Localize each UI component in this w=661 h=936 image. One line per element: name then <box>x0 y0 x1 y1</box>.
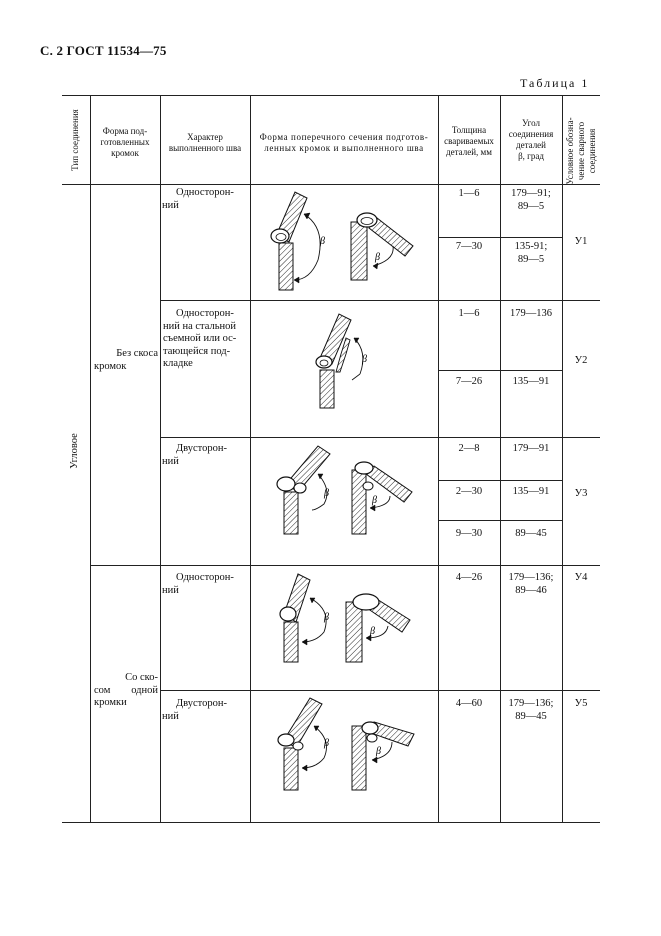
code-u2: У2 <box>574 355 588 366</box>
page-header: С. 2 ГОСТ 11534—75 <box>40 43 167 58</box>
thickness-u4: 4—26 <box>455 572 483 583</box>
section-drawing-u4-left <box>270 570 344 665</box>
code-u1: У1 <box>574 236 588 247</box>
col-header-angle: Угол соединения деталей β, град <box>508 118 554 161</box>
thickness-u3-a: 2—8 <box>458 443 480 454</box>
angle-u5: 179—136; 89—45 <box>508 698 554 722</box>
col-header-cross-section: Форма поперечного сечения подготов- ленных кромок и выполненного шва <box>259 132 429 153</box>
section-drawing-u5-left <box>270 696 346 792</box>
angle-u1-a: 179—91; 89—5 <box>511 188 551 212</box>
svg-text:β: β <box>376 746 381 757</box>
svg-text:β: β <box>324 612 329 623</box>
svg-text:β: β <box>370 626 375 637</box>
angle-u3-b: 135—91 <box>512 486 550 497</box>
section-drawing-u4-right <box>340 592 414 664</box>
thickness-u1-b: 7—30 <box>455 241 483 252</box>
col-header-designation: Условное обозна- чение сварного соединения <box>565 117 597 185</box>
section-drawing-u3-left <box>272 444 348 536</box>
angle-u1-b: 135-91; 89—5 <box>514 241 548 265</box>
code-u5: У5 <box>574 698 588 709</box>
weld-char-u3: Двусторон- ний <box>162 443 227 467</box>
col-header-weld-character: Характер выполненного шва <box>168 132 242 153</box>
beta-label: β <box>320 236 325 247</box>
edge-form-no-bevel: Без скоса кромок <box>94 348 158 372</box>
thickness-u3-b: 2—30 <box>455 486 483 497</box>
col-header-thickness: Толщина свариваемых деталей, мм <box>444 125 494 157</box>
angle-u4: 179—136; 89—46 <box>508 572 554 596</box>
col-header-type: Тип соединения <box>70 109 80 171</box>
col-header-edge-form: Форма под- готовленных кромок <box>100 126 150 158</box>
angle-u3-a: 179—91 <box>512 443 550 454</box>
weld-char-u4: Односторон- ний <box>162 572 234 596</box>
angle-u2-a: 179—136 <box>510 308 552 319</box>
section-drawing-u1-right <box>343 208 423 283</box>
svg-text:β: β <box>362 354 367 365</box>
section-drawing-u5-right <box>344 716 420 792</box>
weld-char-u5: Двусторон- ний <box>162 698 227 722</box>
code-u4: У4 <box>574 572 588 583</box>
angle-u2-b: 135—91 <box>512 376 550 387</box>
section-drawing-u1-left <box>262 188 332 293</box>
thickness-u2-a: 1—6 <box>458 308 480 319</box>
angle-u3-c: 89—45 <box>515 528 547 539</box>
joint-type: Угловое <box>69 433 80 469</box>
section-drawing-u2 <box>306 312 386 412</box>
weld-char-u1: Односторон- ний <box>162 187 234 211</box>
svg-text:β: β <box>372 495 377 506</box>
edge-form-single-bevel: Со ско- сом одной кромки <box>94 672 158 708</box>
thickness-u3-c: 9—30 <box>455 528 483 539</box>
thickness-u5: 4—60 <box>455 698 483 709</box>
weld-char-u2: Односторон- ний на стальной съемной или ос- тающейся под- кладке <box>163 308 237 369</box>
table-caption: Таблица 1 <box>520 76 590 90</box>
svg-text:β: β <box>375 252 380 263</box>
code-u3: У3 <box>574 488 588 499</box>
thickness-u2-b: 7—26 <box>455 376 483 387</box>
svg-text:β: β <box>324 738 329 749</box>
section-drawing-u3-right <box>346 456 416 536</box>
thickness-u1-a: 1—6 <box>458 188 480 199</box>
svg-text:β: β <box>324 488 329 499</box>
